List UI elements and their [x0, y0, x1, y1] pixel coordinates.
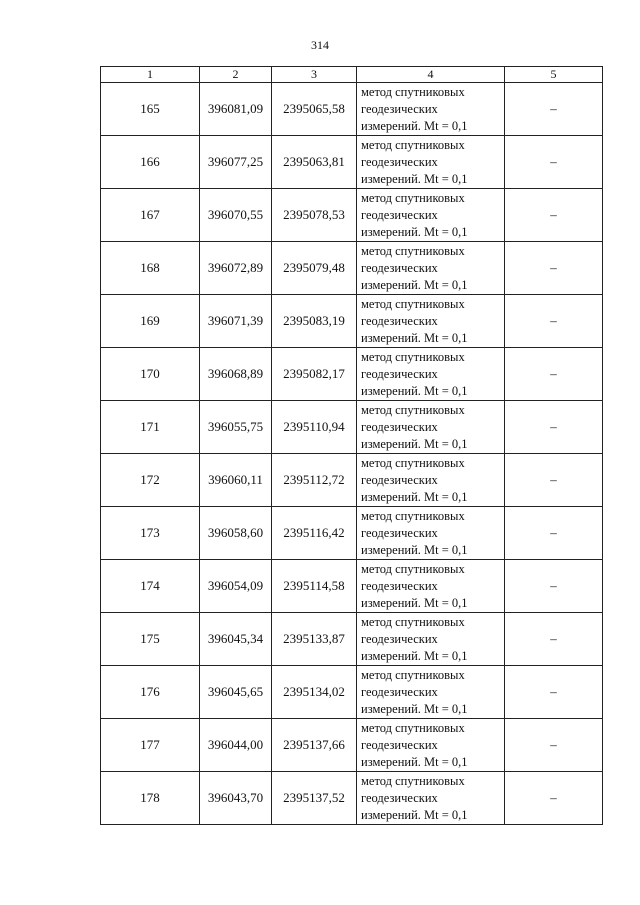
method-text-line: геодезических: [361, 260, 438, 275]
method-text-line: метод спутниковых: [361, 296, 465, 311]
table-row: [101, 401, 603, 454]
page-number: 314: [311, 38, 329, 52]
method-cell: [357, 189, 505, 242]
method-text-line: метод спутниковых: [361, 455, 465, 470]
method-text-line: геодезических: [361, 472, 438, 487]
method-text-line: измерений. Mt = 0,1: [361, 807, 468, 822]
y-coordinate-cell: 2395079,48: [272, 242, 357, 295]
method-text-line: геодезических: [361, 525, 438, 540]
x-coordinate-cell: 396068,89: [200, 348, 272, 401]
method-cell: [357, 507, 505, 560]
table-row: [101, 295, 603, 348]
note-cell: –: [505, 83, 603, 136]
y-coordinate-cell: 2395116,42: [272, 507, 357, 560]
note-cell: –: [505, 454, 603, 507]
method-cell: [357, 401, 505, 454]
table-header: [101, 67, 603, 83]
note-cell: –: [505, 348, 603, 401]
x-coordinate-cell: 396045,34: [200, 613, 272, 666]
method-cell: [357, 613, 505, 666]
point-number-cell: 170: [101, 348, 200, 401]
method-cell: [357, 666, 505, 719]
method-text-line: метод спутниковых: [361, 402, 465, 417]
method-text-line: геодезических: [361, 419, 438, 434]
method-cell: [357, 560, 505, 613]
table-row: [101, 189, 603, 242]
method-text-line: измерений. Mt = 0,1: [361, 754, 468, 769]
table-row: [101, 560, 603, 613]
y-coordinate-cell: 2395133,87: [272, 613, 357, 666]
method-cell: [357, 295, 505, 348]
method-text-line: метод спутниковых: [361, 614, 465, 629]
method-text-line: метод спутниковых: [361, 667, 465, 682]
method-text-line: измерений. Mt = 0,1: [361, 277, 468, 292]
x-coordinate-cell: 396045,65: [200, 666, 272, 719]
method-text-line: геодезических: [361, 737, 438, 752]
point-number-cell: 167: [101, 189, 200, 242]
method-text-line: измерений. Mt = 0,1: [361, 383, 468, 398]
method-text-line: геодезических: [361, 578, 438, 593]
method-text-line: измерений. Mt = 0,1: [361, 224, 468, 239]
method-text-line: измерений. Mt = 0,1: [361, 118, 468, 133]
method-text-line: геодезических: [361, 790, 438, 805]
note-cell: –: [505, 560, 603, 613]
note-cell: –: [505, 136, 603, 189]
y-coordinate-cell: 2395078,53: [272, 189, 357, 242]
table-row: [101, 348, 603, 401]
point-number-cell: 165: [101, 83, 200, 136]
method-text-line: геодезических: [361, 154, 438, 169]
x-coordinate-cell: 396054,09: [200, 560, 272, 613]
point-number-cell: 171: [101, 401, 200, 454]
x-coordinate-cell: 396070,55: [200, 189, 272, 242]
method-text-line: метод спутниковых: [361, 773, 465, 788]
point-number-cell: 178: [101, 772, 200, 825]
method-text-line: геодезических: [361, 684, 438, 699]
y-coordinate-cell: 2395065,58: [272, 83, 357, 136]
method-cell: [357, 242, 505, 295]
y-coordinate-cell: 2395063,81: [272, 136, 357, 189]
table-row: [101, 666, 603, 719]
point-number-cell: 177: [101, 719, 200, 772]
header-col-2: 2: [200, 67, 272, 83]
y-coordinate-cell: 2395082,17: [272, 348, 357, 401]
y-coordinate-cell: 2395112,72: [272, 454, 357, 507]
table-row: [101, 136, 603, 189]
method-text-line: геодезических: [361, 207, 438, 222]
method-cell: [357, 772, 505, 825]
method-cell: [357, 454, 505, 507]
method-text-line: измерений. Mt = 0,1: [361, 701, 468, 716]
method-text-line: измерений. Mt = 0,1: [361, 330, 468, 345]
header-col-1: 1: [101, 67, 200, 83]
method-text-line: измерений. Mt = 0,1: [361, 489, 468, 504]
x-coordinate-cell: 396055,75: [200, 401, 272, 454]
method-text-line: метод спутниковых: [361, 508, 465, 523]
header-col-5: 5: [505, 67, 603, 83]
table-row: [101, 454, 603, 507]
method-text-line: измерений. Mt = 0,1: [361, 436, 468, 451]
method-text-line: измерений. Mt = 0,1: [361, 648, 468, 663]
note-cell: –: [505, 772, 603, 825]
table-row: [101, 613, 603, 666]
table-body: [101, 83, 603, 825]
method-text-line: измерений. Mt = 0,1: [361, 595, 468, 610]
method-text-line: геодезических: [361, 366, 438, 381]
point-number-cell: 174: [101, 560, 200, 613]
y-coordinate-cell: 2395137,52: [272, 772, 357, 825]
x-coordinate-cell: 396081,09: [200, 83, 272, 136]
x-coordinate-cell: 396044,00: [200, 719, 272, 772]
coordinates-table: [100, 66, 603, 825]
point-number-cell: 168: [101, 242, 200, 295]
point-number-cell: 173: [101, 507, 200, 560]
method-text-line: геодезических: [361, 101, 438, 116]
note-cell: –: [505, 295, 603, 348]
x-coordinate-cell: 396043,70: [200, 772, 272, 825]
note-cell: –: [505, 666, 603, 719]
method-text-line: метод спутниковых: [361, 243, 465, 258]
y-coordinate-cell: 2395110,94: [272, 401, 357, 454]
note-cell: –: [505, 719, 603, 772]
method-text-line: метод спутниковых: [361, 137, 465, 152]
table-row: [101, 83, 603, 136]
point-number-cell: 169: [101, 295, 200, 348]
point-number-cell: 175: [101, 613, 200, 666]
x-coordinate-cell: 396058,60: [200, 507, 272, 560]
point-number-cell: 176: [101, 666, 200, 719]
method-text-line: метод спутниковых: [361, 349, 465, 364]
method-text-line: измерений. Mt = 0,1: [361, 542, 468, 557]
x-coordinate-cell: 396072,89: [200, 242, 272, 295]
header-row: [101, 67, 603, 83]
note-cell: –: [505, 507, 603, 560]
x-coordinate-cell: 396060,11: [200, 454, 272, 507]
y-coordinate-cell: 2395134,02: [272, 666, 357, 719]
note-cell: –: [505, 613, 603, 666]
x-coordinate-cell: 396071,39: [200, 295, 272, 348]
method-text-line: измерений. Mt = 0,1: [361, 171, 468, 186]
method-text-line: метод спутниковых: [361, 190, 465, 205]
y-coordinate-cell: 2395083,19: [272, 295, 357, 348]
table-row: [101, 242, 603, 295]
table-row: [101, 507, 603, 560]
note-cell: –: [505, 189, 603, 242]
y-coordinate-cell: 2395137,66: [272, 719, 357, 772]
note-cell: –: [505, 401, 603, 454]
method-text-line: геодезических: [361, 631, 438, 646]
method-cell: [357, 136, 505, 189]
point-number-cell: 166: [101, 136, 200, 189]
method-text-line: метод спутниковых: [361, 720, 465, 735]
x-coordinate-cell: 396077,25: [200, 136, 272, 189]
header-col-4: 4: [357, 67, 505, 83]
method-cell: [357, 83, 505, 136]
method-text-line: метод спутниковых: [361, 84, 465, 99]
table-row: [101, 719, 603, 772]
table-row: [101, 772, 603, 825]
method-cell: [357, 348, 505, 401]
header-col-3: 3: [272, 67, 357, 83]
method-text-line: метод спутниковых: [361, 561, 465, 576]
point-number-cell: 172: [101, 454, 200, 507]
y-coordinate-cell: 2395114,58: [272, 560, 357, 613]
method-cell: [357, 719, 505, 772]
note-cell: –: [505, 242, 603, 295]
method-text-line: геодезических: [361, 313, 438, 328]
